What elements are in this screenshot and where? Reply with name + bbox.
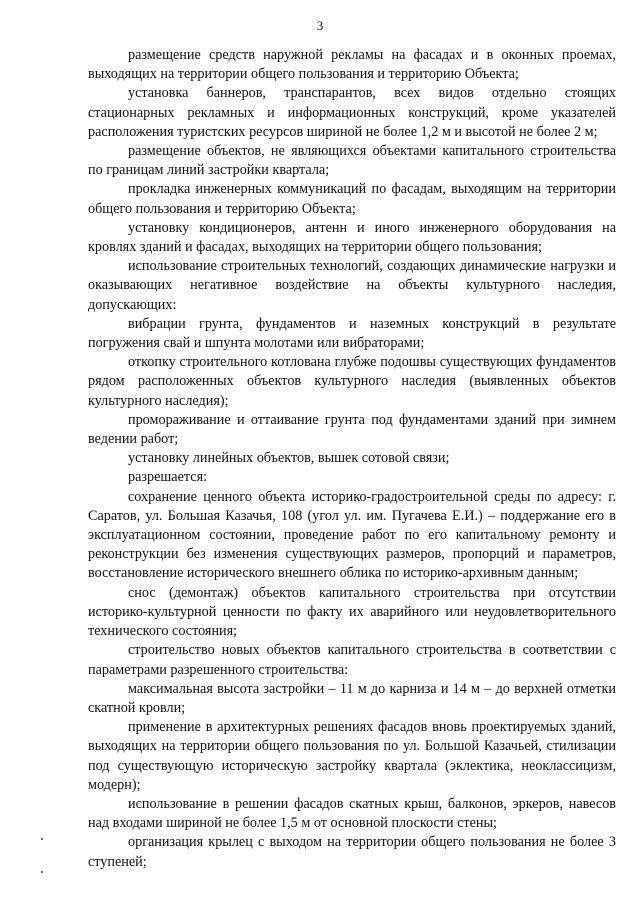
paragraph: использование строительных технологий, создающих динамические нагрузки и оказывающих негативное воздействие на объекты культурного наследия, допускающих: — [88, 258, 616, 313]
paragraph: установку линейных объектов, вышек сотовой связи; — [128, 450, 450, 467]
page-number: 3 — [316, 18, 324, 33]
paragraph: использование в решении фасадов скатных крыш, балконов, эркеров, навесов над входами шириной не более 1,5 м от основной плоскости стены; — [88, 795, 616, 832]
paragraph: организация крылец с выходом на территории общего пользования не более 3 ступеней; — [88, 834, 616, 870]
paragraph: промораживание и оттаивание грунта под фундаментами зданий при зимнем ведении работ; — [88, 411, 616, 448]
scan-speck — [41, 871, 43, 873]
paragraph: размещение объектов, не являющихся объектами капитального строительства по границам линий застройки квартала; — [88, 143, 616, 179]
scan-speck — [41, 838, 43, 840]
paragraph: снос (демонтаж) объектов капитального строительства при отсутствии историко-культурной ценности по факту их аварийного или неудовлетворительного технического состояния; — [88, 584, 616, 640]
paragraph: установка баннеров, транспарантов, всех видов отдельно стоящих стационарных рекламных и информационных конструкций, кроме указателей расположения туристских ресурсов шириной не более 1,2 м и высотой не более 2 м; — [88, 85, 616, 140]
paragraph: строительство новых объектов капитального строительства в соответствии с параметрами разрешенного строительства: — [88, 642, 616, 678]
paragraph: прокладка инженерных коммуникаций по фасадам, выходящим на территории общего пользования и территорию Объекта; — [88, 181, 616, 217]
paragraph: размещение средств наружной рекламы на фасадах и в оконных проемах, выходящих на территории общего пользования и территорию Объекта; — [88, 47, 616, 83]
paragraph: разрешается: — [128, 469, 208, 486]
paragraph: откопку строительного котлована глубже подошвы существующих фундаментов рядом расположенных объектов культурного наследия (выявленных объектов культурного наследия); — [88, 354, 616, 409]
paragraph: применение в архитектурных решениях фасадов вновь проектируемых зданий, выходящих на территории общего пользования по ул. Большой Казачьей, стилизации под существующую историческую застройку квартала (эклектика, неоклассицизм, модерн); — [88, 719, 616, 793]
paragraph: вибрации грунта, фундаментов и наземных конструкций в результате погружения свай и шпунта молотами или вибраторами; — [88, 315, 616, 352]
paragraph: максимальная высота застройки – 11 м до карниза и 14 м – до верхней отметки скатной кровли; — [88, 680, 616, 716]
paragraph: установку кондиционеров, антенн и иного инженерного оборудования на кровлях зданий и фасадах, выходящих на территории общего пользования; — [88, 219, 616, 256]
document-body — [88, 46, 616, 872]
paragraph: сохранение ценного объекта историко-градостроительной среды по адресу: г. Саратов, ул. Большая Казачья, 108 (угол ул. им. Пугачева Е.И.) – поддержание его в эксплуатационном состоянии, проведение работ по его капитальному ремонту и реконструкции без изменения существующих размеров, пропорций и параметров, восстановление исторического внешнего облика по историко-архивным данным; — [88, 488, 616, 582]
